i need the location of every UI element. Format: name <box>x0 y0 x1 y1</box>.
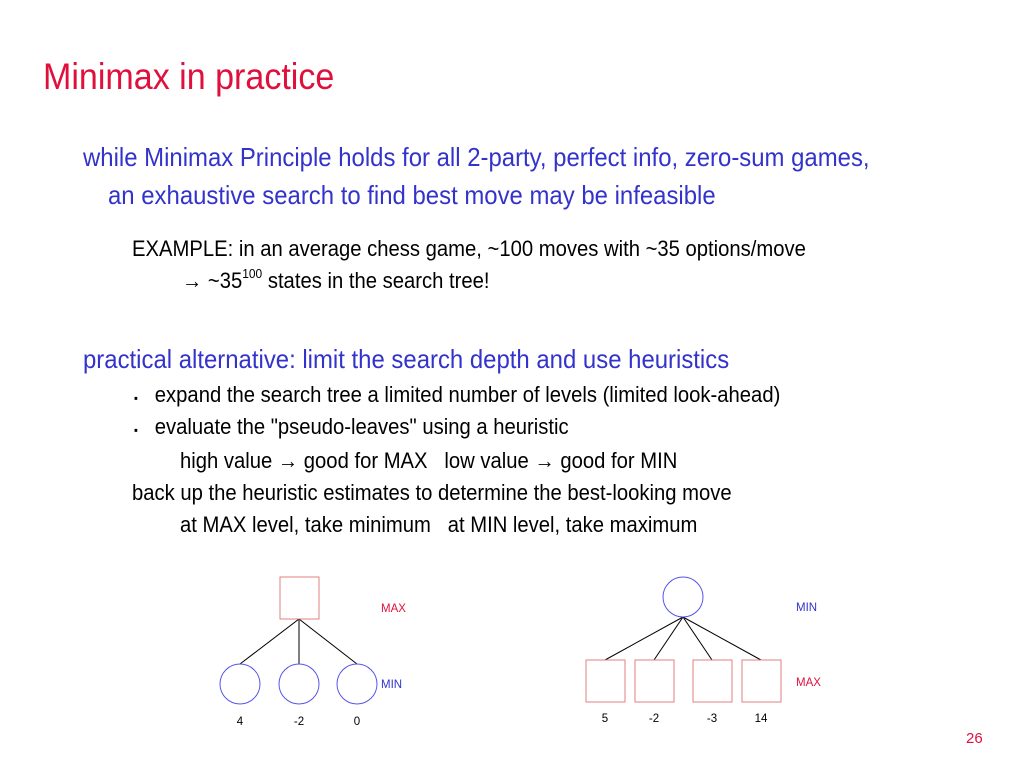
left-leaf-value-3: 0 <box>353 716 361 728</box>
bullet-text-1: expand the search tree a limited number of levels (limited look-ahead) <box>154 382 781 407</box>
slide-title: Minimax in practice <box>43 56 335 97</box>
intro-line-1: while Minimax Principle holds for all 2-party, perfect info, zero-sum games, <box>83 142 870 172</box>
left-tree <box>220 577 406 728</box>
arrow-icon: → <box>182 268 203 293</box>
bullet-icon: ▪ <box>134 391 138 405</box>
backup-max: at MAX level, take minimum <box>180 512 431 537</box>
right-tree <box>586 577 821 725</box>
left-root-max-node <box>280 577 319 619</box>
right-max-node-2 <box>635 660 674 702</box>
right-edge-3 <box>683 617 712 660</box>
bullet-icon: ▪ <box>134 423 138 437</box>
arrow-icon: → <box>534 448 555 473</box>
left-leaf-value-1: 4 <box>236 716 244 728</box>
alternative-heading: practical alternative: limit the search depth and use heuristics <box>83 344 730 374</box>
heur-high: high value <box>180 448 273 473</box>
right-leaf-value-2: -2 <box>648 713 660 725</box>
right-root-min-node <box>663 577 703 617</box>
left-min-label: MIN <box>381 679 403 691</box>
right-leaf-value-1: 5 <box>601 713 609 725</box>
right-edge-1 <box>605 617 683 660</box>
right-max-node-1 <box>586 660 625 702</box>
left-leaf-value-2: -2 <box>293 716 305 728</box>
left-max-label: MAX <box>381 603 406 615</box>
intro-line-2: an exhaustive search to find best move may be infeasible <box>108 180 716 210</box>
arrow-icon: → <box>277 448 299 473</box>
bullet-text-2: evaluate the "pseudo-leaves" using a heuristic <box>154 414 569 439</box>
heur-low: low value <box>444 448 529 473</box>
example-line-1: EXAMPLE: in an average chess game, ~100 moves with ~35 options/move <box>132 236 806 261</box>
example-exponent: 100 <box>242 266 263 281</box>
heur-low-result: good for MIN <box>560 448 678 473</box>
right-edge-4 <box>683 617 761 660</box>
right-max-label: MAX <box>796 677 821 689</box>
example-tail: states in the search tree! <box>267 268 490 293</box>
right-max-node-4 <box>742 660 781 702</box>
backup-min: at MIN level, take maximum <box>447 512 698 537</box>
heur-high-result: good for MAX <box>303 448 428 473</box>
left-edge-left <box>240 619 299 664</box>
right-leaf-value-4: 14 <box>754 713 768 725</box>
right-min-label: MIN <box>796 602 818 614</box>
left-min-node-1 <box>220 664 260 704</box>
backup-line: back up the heuristic estimates to determine the best-looking move <box>132 480 732 505</box>
page-number: 26 <box>966 730 983 747</box>
left-edge-right <box>299 619 357 664</box>
right-max-node-3 <box>693 660 732 702</box>
right-edge-2 <box>654 617 683 660</box>
example-base: ~35 <box>207 268 243 293</box>
right-leaf-value-3: -3 <box>706 713 718 725</box>
left-min-node-3 <box>337 664 377 704</box>
left-min-node-2 <box>279 664 319 704</box>
